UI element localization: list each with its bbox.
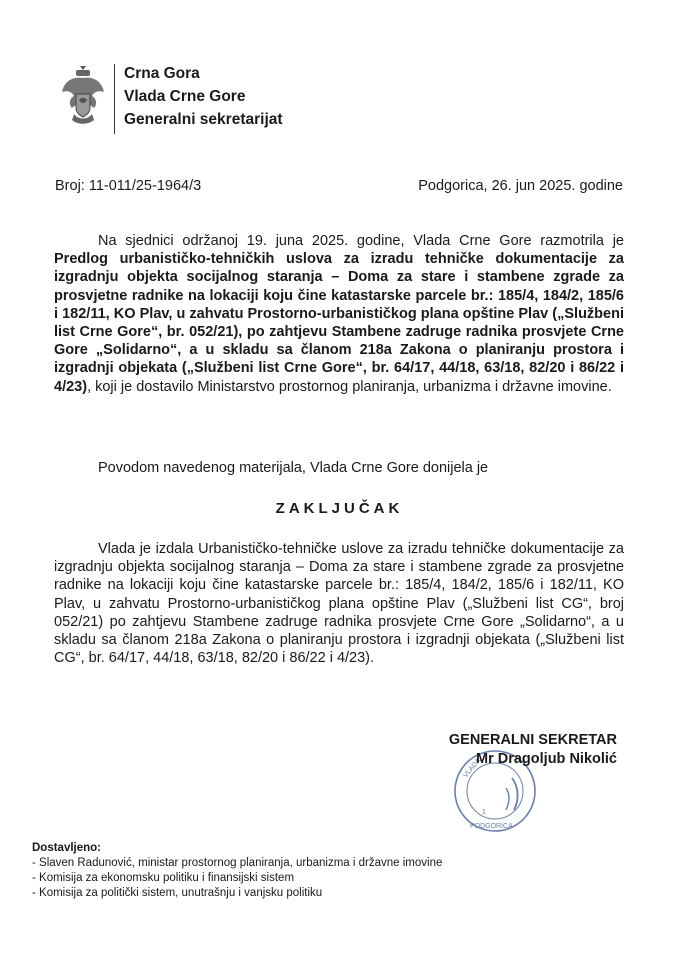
stamp-city: PODGORICA [470, 823, 513, 830]
reference-number: Broj: 11-011/25-1964/3 [55, 178, 202, 194]
intro-text: Na sjednici održanoj 19. juna 2025. godine, Vlada Crne Gore razmotrila je [98, 233, 624, 249]
intro-closing: , koji je dostavilo Ministarstvo prostornog planiranja, urbanizma i državne imovine. [87, 378, 612, 395]
letterhead-divider [114, 64, 115, 134]
distribution-item: - Slaven Radunović, ministar prostornog planiranja, urbanizma i državne imovine [32, 857, 443, 869]
intro-subject: Predlog urbanističko-tehničkih uslova za izradu tehničke dokumentacije za izgradnju objekta socijalnog staranja – Doma za stare i stambene zgrade za prosvjetne radnike na lokaciji koju čine katastarske parcele br.: 185/4, 184/2, 185/6 i 182/11, KO Plav, u zahvatu Prostorno-urbanističkog plana opštine Plav („Službeni list Crne Gore“, br. 052/21), po zahtjevu Stambene zadruge radnika prosvjete Crne Gore „Solidarno“, a u skladu sa članom 218a Zakona o planiranju prostora i izgradnji objekata („Službeni list Crne Gore“, br. 64/17, 44/18, 63/18, 82/20 i 86/22 i 4/23) [54, 251, 624, 395]
letterhead [124, 62, 283, 131]
signatory-name: Mr Dragoljub Nikolić [476, 750, 617, 767]
distribution-list [32, 841, 442, 901]
letterhead-government: Vlada Crne Gore [124, 88, 246, 105]
intro-paragraph [54, 232, 624, 396]
povodom-line: Povodom navedenog materijala, Vlada Crne Gore donijela je [98, 460, 489, 476]
letterhead-country: Crna Gora [124, 65, 200, 82]
letterhead-office: Generalni sekretarijat [124, 111, 283, 128]
document-title: ZAKLJUČAK [275, 500, 404, 517]
place-date: Podgorica, 26. jun 2025. godine [418, 178, 623, 194]
signatory-role: GENERALNI SEKRETAR [448, 732, 617, 748]
distribution-item: - Komisija za politički sistem, unutrašnju i vanjsku politiku [32, 887, 323, 899]
distribution-item: - Komisija za ekonomsku politiku i finansijski sistem [32, 872, 295, 884]
conclusion-text: Vlada je izdala Urbanističko-tehničke uslove za izradu tehničke dokumentacije za izgradnju objekta socijalnog staranja – Doma za stare i stambene zgrade za prosvjetne radnike na lokaciji koju čine katastarske parcele br.: 185/4, 184/2, 185/6 i 182/11, KO Plav, u zahvatu Prostorno-urbanističkog plana opštine Plav („Službeni list CG“, broj 052/21) po zahtjevu Stambene zadruge radnika prosvjete Crne Gore „Solidarno“, a u skladu sa članom 218a Zakona o planiranju prostora i izgradnji objekata („Službeni list CG“, br. 64/17, 44/18, 63/18, 82/20 i 86/22 i 4/23). [54, 541, 624, 667]
stamp-number: 1 [482, 809, 486, 816]
distribution-label: Dostavljeno: [32, 842, 102, 854]
stamp-top-text: VLADA [462, 757, 483, 780]
coat-of-arms-icon [58, 64, 108, 128]
signature-block [449, 731, 617, 768]
conclusion-paragraph [54, 540, 624, 667]
